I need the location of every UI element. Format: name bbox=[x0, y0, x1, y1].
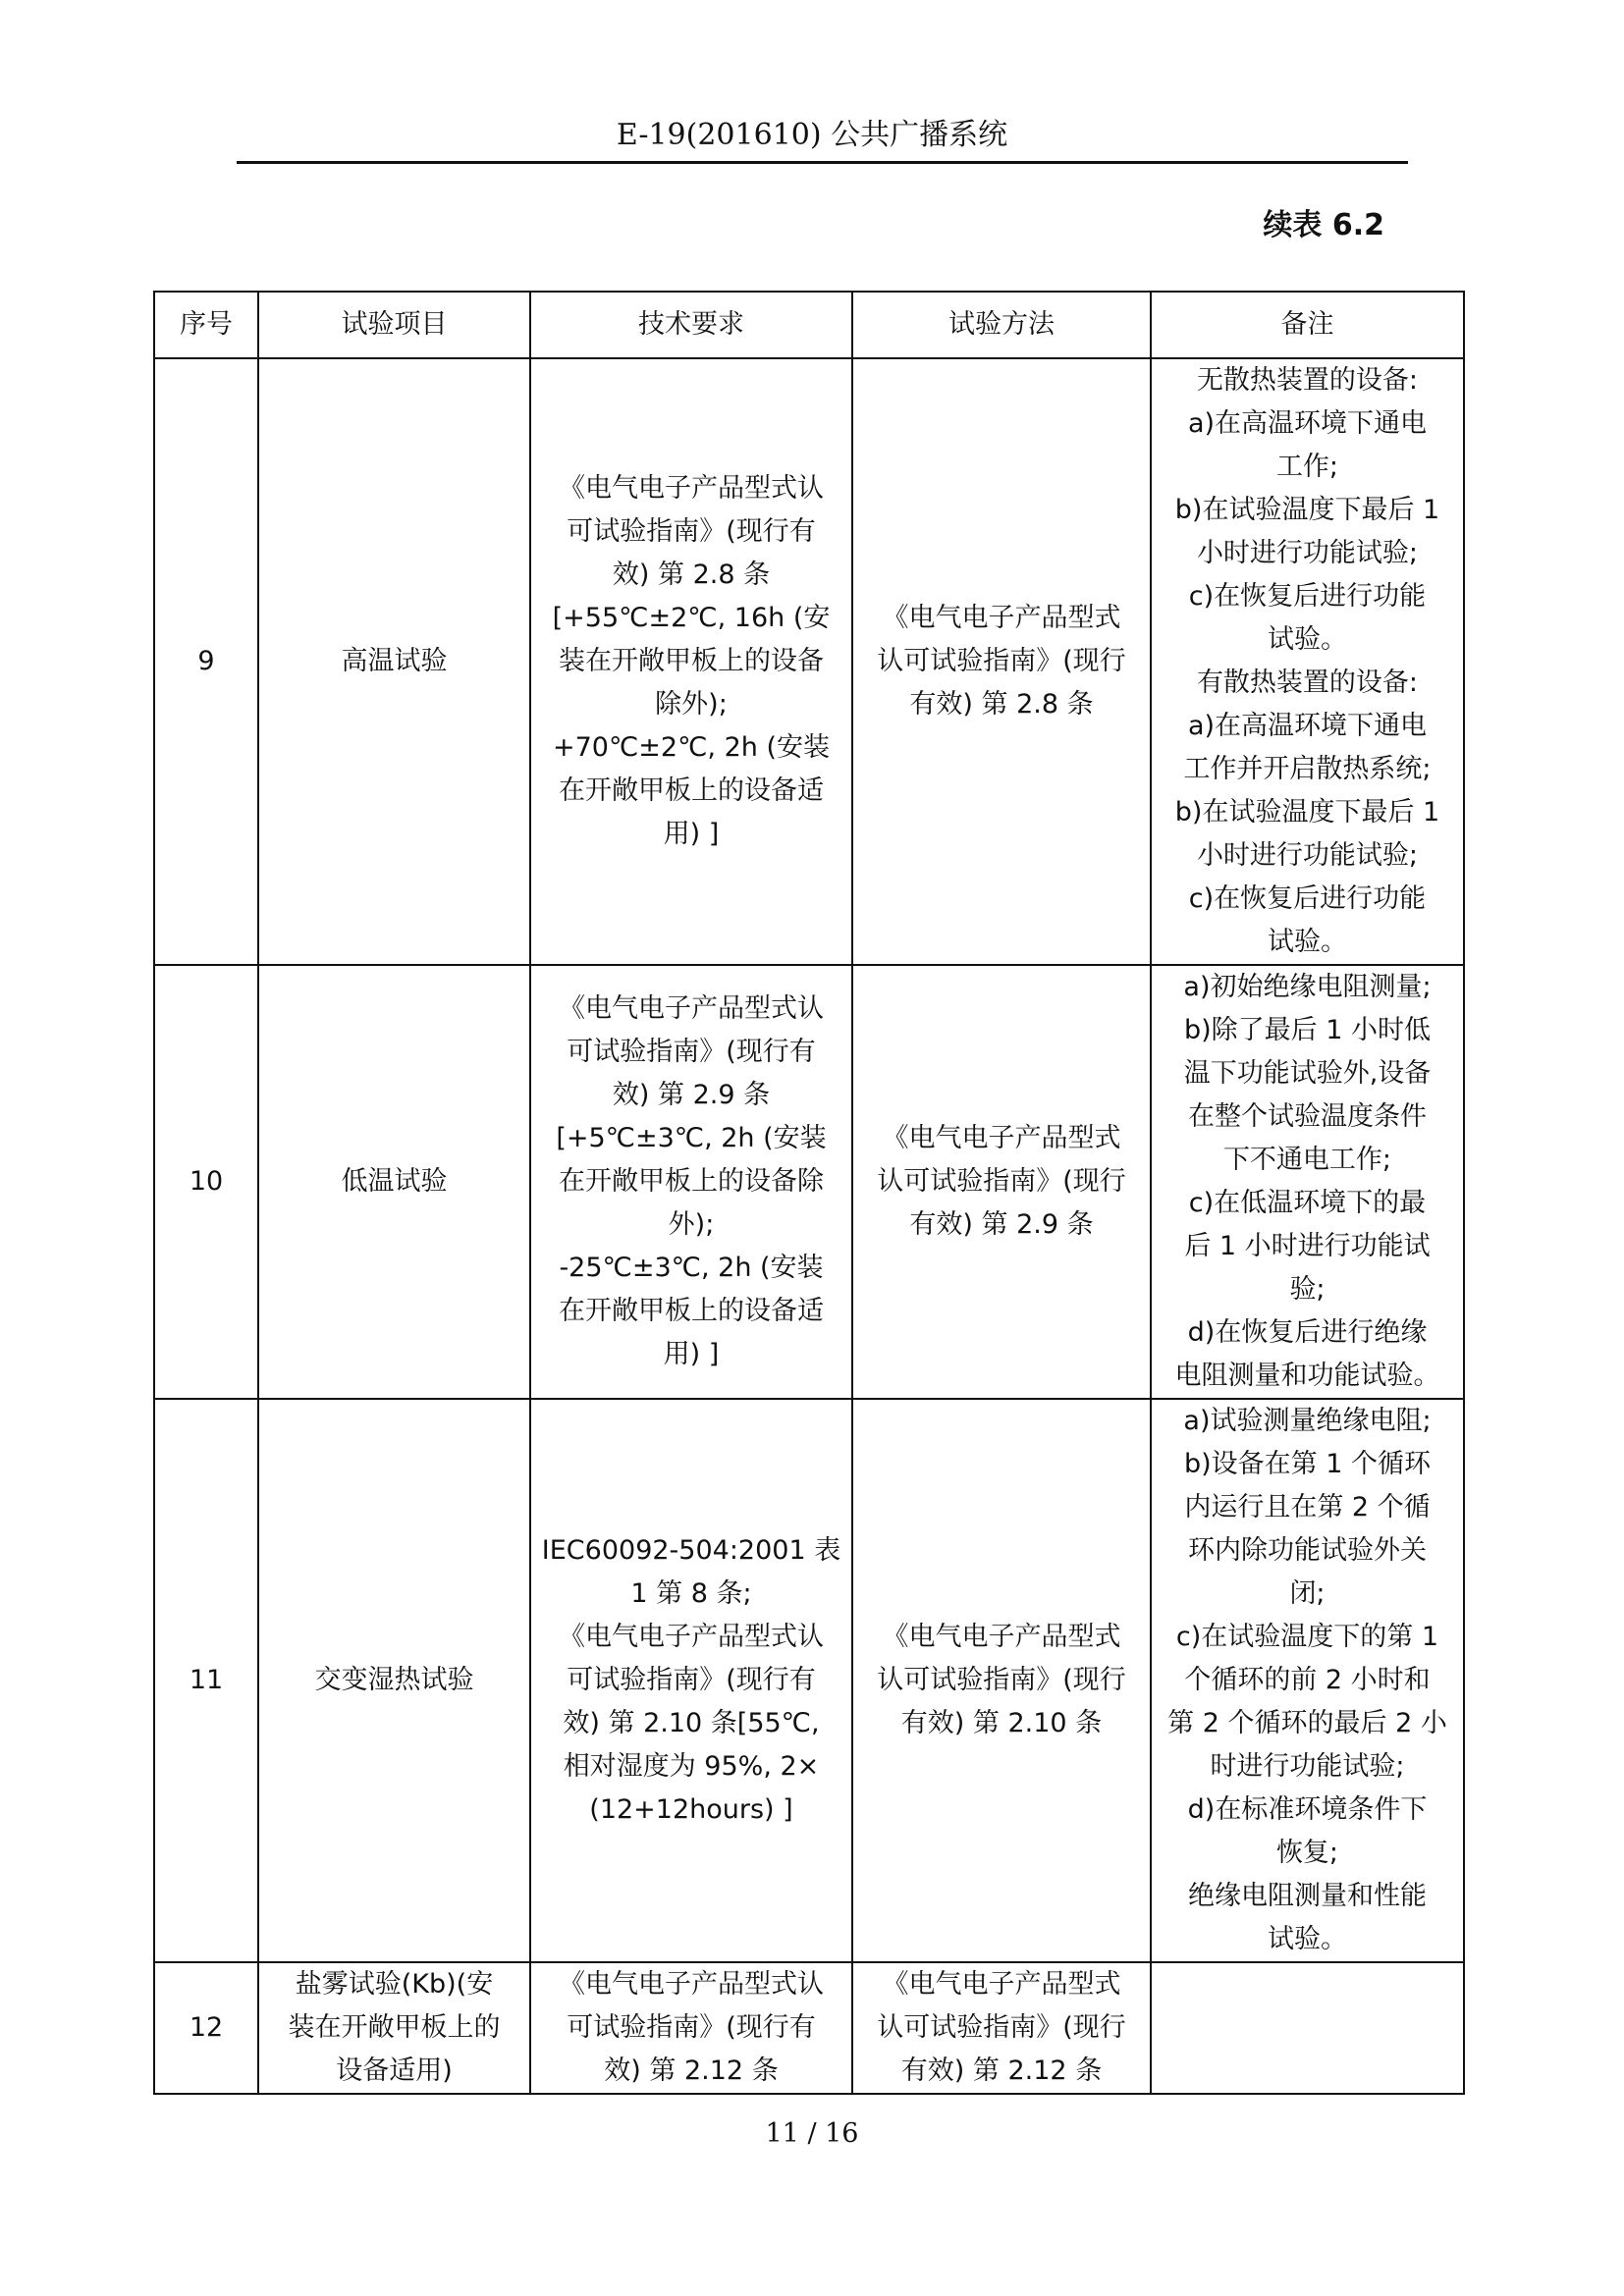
cell-method bbox=[852, 965, 1151, 1399]
cell-requirement-line: 《电气电子产品型式认 bbox=[559, 1969, 824, 2000]
cell-requirement-line: 效) 第 2.8 条 bbox=[612, 560, 771, 590]
cell-method bbox=[852, 1399, 1151, 1962]
cell-remarks-line: 下不通电工作; bbox=[1222, 1145, 1392, 1175]
cell-remarks-line: c)在低温环境下的最 bbox=[1188, 1188, 1427, 1218]
column-header-remarks: 备注 bbox=[1151, 292, 1464, 358]
cell-item-line: 低温试验 bbox=[341, 1166, 448, 1197]
cell-requirement-line: 《电气电子产品型式认 bbox=[559, 473, 824, 504]
cell-requirement bbox=[530, 965, 852, 1399]
cell-remarks-line: 小时进行功能试验; bbox=[1196, 538, 1419, 568]
cell-remarks-line: 无散热装置的设备: bbox=[1196, 365, 1419, 396]
cell-requirement-line: 效) 第 2.9 条 bbox=[612, 1080, 771, 1110]
cell-method-line: 《电气电子产品型式 bbox=[882, 603, 1121, 633]
cell-requirement bbox=[530, 1399, 852, 1962]
document-header-title: E-19(201610) 公共广播系统 bbox=[616, 118, 1008, 152]
cell-no: 11 bbox=[154, 1399, 258, 1962]
cell-requirement-line: 用) ] bbox=[663, 1339, 720, 1369]
cell-remarks-line: 验; bbox=[1289, 1274, 1326, 1305]
cell-requirement-line: 相对湿度为 95%, 2× bbox=[563, 1751, 820, 1782]
cell-requirement-line: [+55℃±2℃, 16h (安 bbox=[552, 603, 831, 633]
cell-requirement bbox=[530, 358, 852, 965]
cell-requirement-line: 除外); bbox=[655, 689, 728, 720]
cell-remarks-line: 内运行且在第 2 个循 bbox=[1184, 1492, 1431, 1522]
cell-requirement-line: 可试验指南》(现行有 bbox=[567, 1037, 816, 1067]
cell-remarks-line: 个循环的前 2 小时和 bbox=[1184, 1665, 1431, 1695]
cell-remarks-line: b)在试验温度下最后 1 bbox=[1174, 797, 1440, 828]
table-row bbox=[154, 1399, 1464, 1962]
cell-remarks-line: c)在试验温度下的第 1 bbox=[1175, 1622, 1439, 1652]
cell-requirement-line: 效) 第 2.12 条 bbox=[604, 2056, 779, 2086]
cell-item-line: 盐雾试验(Kb)(安 bbox=[295, 1969, 494, 2000]
header-divider bbox=[237, 161, 1408, 164]
cell-method-line: 认可试验指南》(现行 bbox=[877, 646, 1126, 676]
cell-remarks-line: 后 1 小时进行功能试 bbox=[1184, 1231, 1431, 1261]
cell-requirement-line: 可试验指南》(现行有 bbox=[567, 516, 816, 547]
cell-requirement-line: [+5℃±3℃, 2h (安装 bbox=[556, 1123, 827, 1153]
cell-requirement-line: (12+12hours) ] bbox=[589, 1794, 793, 1825]
cell-remarks-line: b)在试验温度下最后 1 bbox=[1174, 495, 1440, 525]
cell-remarks-line: 有散热装置的设备: bbox=[1196, 667, 1419, 698]
cell-remarks-line: 第 2 个循环的最后 2 小 bbox=[1167, 1708, 1447, 1738]
cell-remarks-line: 试验。 bbox=[1268, 927, 1347, 957]
cell-method-line: 《电气电子产品型式 bbox=[882, 1969, 1121, 2000]
cell-item bbox=[258, 358, 530, 965]
cell-item bbox=[258, 1962, 530, 2094]
cell-requirement-line: 效) 第 2.10 条[55℃, bbox=[563, 1708, 820, 1738]
column-header-method: 试验方法 bbox=[852, 292, 1151, 358]
cell-no: 9 bbox=[154, 358, 258, 965]
cell-method-line: 有效) 第 2.9 条 bbox=[909, 1209, 1094, 1240]
column-header-no: 序号 bbox=[154, 292, 258, 358]
cell-remarks-line: a)在高温环境下通电 bbox=[1187, 408, 1428, 439]
cell-requirement-line: 外); bbox=[668, 1209, 715, 1240]
cell-remarks-line: 试验。 bbox=[1268, 624, 1347, 655]
cell-method-line: 有效) 第 2.10 条 bbox=[900, 1708, 1103, 1738]
cell-method-line: 认可试验指南》(现行 bbox=[877, 1166, 1126, 1197]
cell-remarks-line: a)试验测量绝缘电阻; bbox=[1183, 1406, 1432, 1436]
cell-method bbox=[852, 1962, 1151, 2094]
cell-remarks-line: c)在恢复后进行功能 bbox=[1188, 883, 1427, 914]
cell-requirement-line: 可试验指南》(现行有 bbox=[567, 2012, 816, 2043]
page-number: 11 / 16 bbox=[765, 2118, 859, 2149]
cell-method-line: 认可试验指南》(现行 bbox=[877, 2012, 1126, 2043]
cell-method-line: 《电气电子产品型式 bbox=[882, 1123, 1121, 1153]
cell-item-line: 设备适用) bbox=[336, 2056, 453, 2086]
cell-requirement-line: IEC60092-504:2001 表 bbox=[541, 1535, 841, 1566]
cell-remarks bbox=[1151, 965, 1464, 1399]
cell-item bbox=[258, 965, 530, 1399]
cell-no: 12 bbox=[154, 1962, 258, 2094]
cell-method-line: 有效) 第 2.12 条 bbox=[900, 2056, 1103, 2086]
cell-remarks-line: 温下功能试验外,设备 bbox=[1183, 1058, 1432, 1089]
cell-requirement-line: -25℃±3℃, 2h (安装 bbox=[559, 1253, 824, 1283]
column-header-item: 试验项目 bbox=[258, 292, 530, 358]
cell-remarks bbox=[1151, 358, 1464, 965]
continued-table-label: 续表 6.2 bbox=[1263, 208, 1384, 242]
cell-requirement-line: 《电气电子产品型式认 bbox=[559, 1622, 824, 1652]
cell-remarks bbox=[1151, 1399, 1464, 1962]
cell-remarks-line: 试验。 bbox=[1268, 1924, 1347, 1954]
cell-remarks-line: d)在恢复后进行绝缘 bbox=[1187, 1317, 1428, 1348]
cell-item-line: 交变湿热试验 bbox=[314, 1665, 474, 1695]
cell-requirement-line: 装在开敞甲板上的设备 bbox=[559, 646, 824, 676]
cell-remarks-line: b)设备在第 1 个循环 bbox=[1183, 1449, 1431, 1479]
cell-requirement-line: 在开敞甲板上的设备适 bbox=[559, 1296, 824, 1326]
cell-remarks-line: 恢复; bbox=[1275, 1838, 1339, 1868]
cell-method-line: 认可试验指南》(现行 bbox=[877, 1665, 1126, 1695]
cell-method-line: 有效) 第 2.8 条 bbox=[909, 689, 1094, 720]
table-row bbox=[154, 965, 1464, 1399]
cell-requirement-line: 可试验指南》(现行有 bbox=[567, 1665, 816, 1695]
cell-requirement-line: 1 第 8 条; bbox=[630, 1578, 752, 1609]
cell-remarks-line: b)除了最后 1 小时低 bbox=[1183, 1015, 1431, 1045]
table-row bbox=[154, 1962, 1464, 2094]
table-header-row bbox=[154, 292, 1464, 358]
cell-requirement-line: +70℃±2℃, 2h (安装 bbox=[553, 732, 830, 763]
cell-remarks-line: d)在标准环境条件下 bbox=[1187, 1794, 1428, 1825]
cell-remarks-line: 小时进行功能试验; bbox=[1196, 840, 1419, 871]
cell-remarks-line: c)在恢复后进行功能 bbox=[1188, 581, 1427, 612]
cell-no: 10 bbox=[154, 965, 258, 1399]
cell-remarks-line: 工作; bbox=[1275, 452, 1339, 482]
cell-item bbox=[258, 1399, 530, 1962]
cell-remarks bbox=[1151, 1962, 1464, 2094]
cell-remarks-line: 时进行功能试验; bbox=[1210, 1751, 1405, 1782]
cell-item-line: 装在开敞甲板上的 bbox=[288, 2012, 501, 2043]
cell-remarks-line: 工作并开启散热系统; bbox=[1183, 754, 1432, 784]
cell-remarks-line: a)初始绝缘电阻测量; bbox=[1183, 972, 1432, 1002]
table-row bbox=[154, 358, 1464, 965]
cell-remarks-line: 闭; bbox=[1289, 1578, 1326, 1609]
cell-requirement bbox=[530, 1962, 852, 2094]
cell-requirement-line: 在开敞甲板上的设备除 bbox=[559, 1166, 824, 1197]
cell-method-line: 《电气电子产品型式 bbox=[882, 1622, 1121, 1652]
column-header-requirement: 技术要求 bbox=[530, 292, 852, 358]
cell-method bbox=[852, 358, 1151, 965]
cell-remarks-line: 绝缘电阻测量和性能 bbox=[1188, 1881, 1427, 1911]
cell-remarks-line: a)在高温环境下通电 bbox=[1187, 711, 1428, 741]
cell-remarks-line: 在整个试验温度条件 bbox=[1188, 1101, 1427, 1132]
cell-remarks-line: 环内除功能试验外关 bbox=[1188, 1535, 1427, 1566]
cell-remarks-line: 电阻测量和功能试验。 bbox=[1174, 1361, 1440, 1391]
test-spec-table bbox=[153, 291, 1465, 2095]
cell-item-line: 高温试验 bbox=[341, 646, 448, 676]
cell-requirement-line: 在开敞甲板上的设备适 bbox=[559, 775, 824, 806]
cell-requirement-line: 《电气电子产品型式认 bbox=[559, 993, 824, 1024]
cell-requirement-line: 用) ] bbox=[663, 819, 720, 849]
